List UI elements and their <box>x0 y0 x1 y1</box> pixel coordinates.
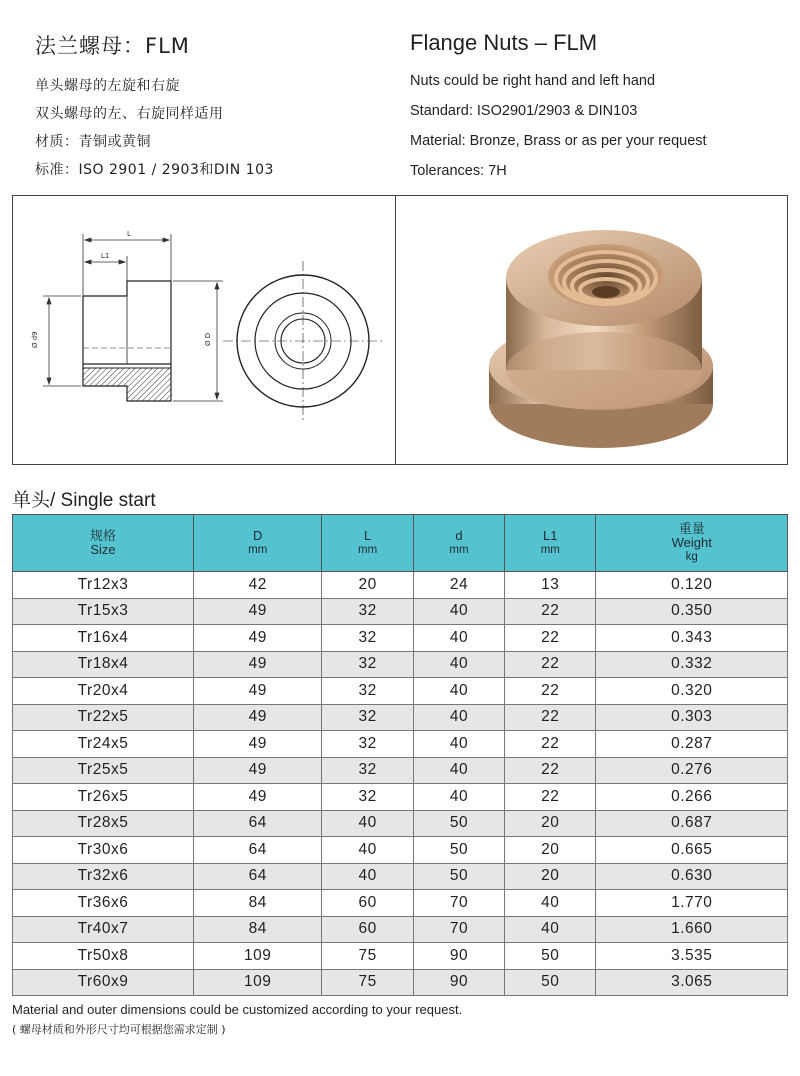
table-cell: 24 <box>413 572 504 599</box>
header-english <box>410 30 790 186</box>
table-row <box>13 890 788 917</box>
table-cell: 50 <box>505 943 596 970</box>
dimension-L1-label: L1 <box>101 252 110 260</box>
table-cell: 49 <box>194 757 322 784</box>
footer <box>12 1002 792 1037</box>
table-cell: 60 <box>322 916 413 943</box>
table-header <box>13 515 788 572</box>
header-chinese <box>35 30 395 184</box>
table-cell: Tr36x6 <box>13 890 194 917</box>
table-cell: Tr12x3 <box>13 572 194 599</box>
table-cell: 42 <box>194 572 322 599</box>
table-cell: 40 <box>505 890 596 917</box>
table-cell: 40 <box>413 651 504 678</box>
table-cell: Tr20x4 <box>13 678 194 705</box>
table-cell: 1.660 <box>596 916 788 943</box>
table-cell: Tr32x6 <box>13 863 194 890</box>
table-cell: 32 <box>322 598 413 625</box>
column-header-weight: 重量 Weight kg <box>596 515 788 572</box>
table-cell: 13 <box>505 572 596 599</box>
table-cell: Tr18x4 <box>13 651 194 678</box>
table-cell: 40 <box>505 916 596 943</box>
table-cell: 50 <box>413 863 504 890</box>
table-cell: 50 <box>413 810 504 837</box>
table-cell: 22 <box>505 784 596 811</box>
table-cell: 40 <box>413 784 504 811</box>
table-cell: Tr30x6 <box>13 837 194 864</box>
table-cell: 22 <box>505 757 596 784</box>
table-row <box>13 837 788 864</box>
spec-line-cn: 材质：青铜或黄铜 <box>35 134 151 150</box>
table-cell: 22 <box>505 731 596 758</box>
table-row <box>13 863 788 890</box>
table-cell: Tr24x5 <box>13 731 194 758</box>
spec-line-en: Standard: ISO2901/2903 & DIN103 <box>410 103 638 119</box>
dimension-D-label: Ø D <box>204 332 212 346</box>
table-row <box>13 731 788 758</box>
dimension-d-label: Ø d9 <box>31 331 39 348</box>
page-title-cn: 法兰螺母：FLM <box>35 34 190 58</box>
table-cell: 50 <box>505 969 596 996</box>
table-cell: Tr60x9 <box>13 969 194 996</box>
table-cell: Tr26x5 <box>13 784 194 811</box>
table-cell: 70 <box>413 916 504 943</box>
spec-line-en: Tolerances: 7H <box>410 163 507 179</box>
table-cell: 50 <box>413 837 504 864</box>
table-cell: 0.332 <box>596 651 788 678</box>
table-cell: 49 <box>194 678 322 705</box>
table-cell: 0.287 <box>596 731 788 758</box>
table-cell: 75 <box>322 969 413 996</box>
table-cell: 64 <box>194 863 322 890</box>
table-cell: 49 <box>194 731 322 758</box>
table-cell: 40 <box>413 757 504 784</box>
table-cell: 0.266 <box>596 784 788 811</box>
table-cell: 0.303 <box>596 704 788 731</box>
table-cell: Tr28x5 <box>13 810 194 837</box>
table-cell: 32 <box>322 625 413 652</box>
table-cell: Tr25x5 <box>13 757 194 784</box>
table-cell: 0.320 <box>596 678 788 705</box>
spec-table <box>12 514 788 996</box>
table-cell: 40 <box>413 678 504 705</box>
column-header-d: d mm <box>413 515 504 572</box>
table-row <box>13 943 788 970</box>
table-cell: 90 <box>413 969 504 996</box>
dimension-D <box>173 281 223 401</box>
section-title: 单头/ Single start <box>12 490 156 511</box>
table-cell: 22 <box>505 704 596 731</box>
table-cell: 32 <box>322 757 413 784</box>
product-photo <box>396 196 787 464</box>
table-cell: 49 <box>194 625 322 652</box>
table-cell: Tr15x3 <box>13 598 194 625</box>
figure-panel <box>12 195 788 465</box>
table-cell: 40 <box>413 731 504 758</box>
table-cell: 0.343 <box>596 625 788 652</box>
table-cell: 22 <box>505 598 596 625</box>
table-cell: 40 <box>322 863 413 890</box>
table-cell: 0.350 <box>596 598 788 625</box>
table-cell: 49 <box>194 651 322 678</box>
table-row <box>13 572 788 599</box>
column-header-L1: L1 mm <box>505 515 596 572</box>
table-cell: 0.120 <box>596 572 788 599</box>
table-cell: 32 <box>322 784 413 811</box>
table-cell: 70 <box>413 890 504 917</box>
technical-drawing <box>13 196 395 464</box>
table-cell: 75 <box>322 943 413 970</box>
table-cell: Tr40x7 <box>13 916 194 943</box>
table-cell: 49 <box>194 704 322 731</box>
spec-line-en: Material: Bronze, Brass or as per your request <box>410 133 707 149</box>
table-cell: 84 <box>194 890 322 917</box>
footnote-cn: ( 螺母材质和外形尺寸均可根据您需求定制 ) <box>12 1023 226 1036</box>
table-cell: 32 <box>322 651 413 678</box>
spec-line-cn: 单头螺母的左旋和右旋 <box>35 78 180 94</box>
table-cell: 109 <box>194 969 322 996</box>
table-row <box>13 810 788 837</box>
table-cell: 20 <box>322 572 413 599</box>
table-row <box>13 598 788 625</box>
table-cell: 64 <box>194 810 322 837</box>
table-cell: 3.065 <box>596 969 788 996</box>
footnote-en: Material and outer dimensions could be customized according to your request. <box>12 1002 463 1017</box>
table-cell: 3.535 <box>596 943 788 970</box>
table-cell: 0.665 <box>596 837 788 864</box>
table-cell: 32 <box>322 678 413 705</box>
table-cell: 90 <box>413 943 504 970</box>
table-cell: 64 <box>194 837 322 864</box>
table-cell: 0.630 <box>596 863 788 890</box>
table-cell: 49 <box>194 784 322 811</box>
table-cell: 20 <box>505 837 596 864</box>
table-cell: 49 <box>194 598 322 625</box>
table-cell: 0.687 <box>596 810 788 837</box>
front-view <box>223 261 383 421</box>
table-cell: 60 <box>322 890 413 917</box>
table-row <box>13 625 788 652</box>
table-cell: 22 <box>505 678 596 705</box>
column-header-D: D mm <box>194 515 322 572</box>
table-cell: 40 <box>322 837 413 864</box>
table-cell: Tr50x8 <box>13 943 194 970</box>
table-row <box>13 678 788 705</box>
table-cell: 84 <box>194 916 322 943</box>
column-header-L: L mm <box>322 515 413 572</box>
column-header-size: 规格 Size <box>13 515 194 572</box>
spec-line-cn: 标准：ISO 2901 / 2903和DIN 103 <box>35 162 274 178</box>
dimension-d <box>43 296 81 386</box>
table-row <box>13 784 788 811</box>
table-cell: 0.276 <box>596 757 788 784</box>
table-cell: 40 <box>413 598 504 625</box>
spec-line-en: Nuts could be right hand and left hand <box>410 73 656 89</box>
table-cell: 20 <box>505 810 596 837</box>
table-body <box>13 572 788 996</box>
table-cell: 109 <box>194 943 322 970</box>
table-cell: 40 <box>413 625 504 652</box>
spec-line-cn: 双头螺母的左、右旋同样适用 <box>35 106 224 122</box>
dimension-L-label: L <box>127 230 131 238</box>
table-cell: 40 <box>322 810 413 837</box>
table-row <box>13 704 788 731</box>
table-cell: Tr22x5 <box>13 704 194 731</box>
table-cell: 32 <box>322 704 413 731</box>
table-row <box>13 651 788 678</box>
page-title-en: Flange Nuts – FLM <box>410 30 598 55</box>
table-cell: 1.770 <box>596 890 788 917</box>
table-row <box>13 916 788 943</box>
table-cell: 40 <box>413 704 504 731</box>
table-cell: 22 <box>505 625 596 652</box>
table-row <box>13 757 788 784</box>
section-hatch <box>83 368 171 401</box>
table-cell: 20 <box>505 863 596 890</box>
table-cell: 32 <box>322 731 413 758</box>
table-cell: 22 <box>505 651 596 678</box>
table-row <box>13 969 788 996</box>
table-cell: Tr16x4 <box>13 625 194 652</box>
